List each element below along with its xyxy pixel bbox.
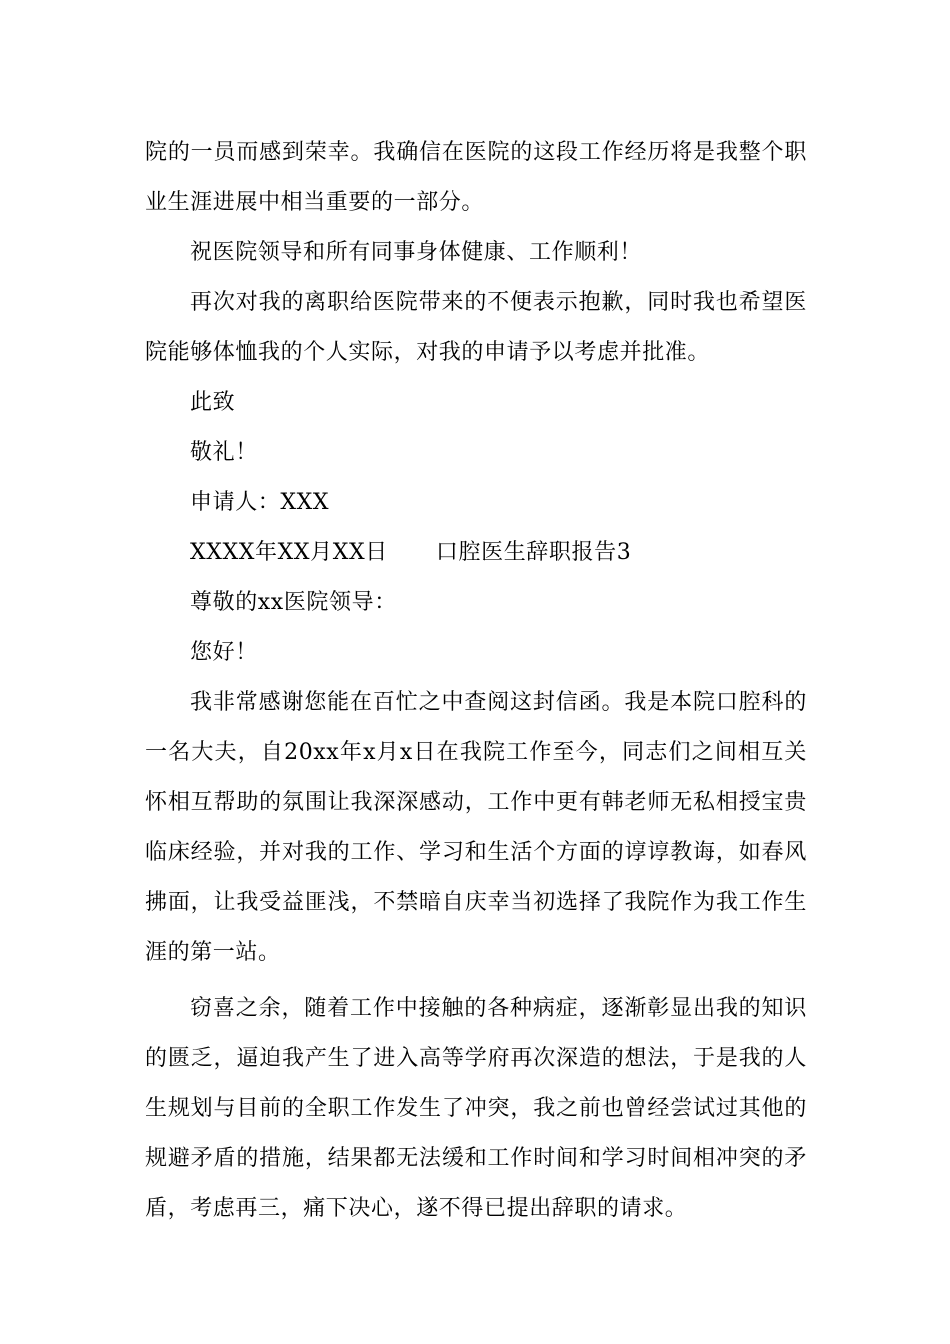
paragraph-gratitude: 我非常感谢您能在百忙之中查阅这封信函。我是本院口腔科的一名大夫，自20xx年x月x日在我院工作至今，同志们之间相互关怀相互帮助的氛围让我深深感动，工作中更有韩老师无私相授宝贵临床经验，并对我的工作、学习和生活个方面的谆谆教诲，如春风拂面，让我受益匪浅，不禁暗自庆幸当初选择了我院作为我工作生涯的第一站。 bbox=[145, 690, 807, 965]
closing-regards: 敬礼！ bbox=[190, 440, 258, 465]
applicant-signature: 申请人：XXX bbox=[190, 490, 330, 515]
date-and-next-title bbox=[145, 528, 807, 578]
report-title: 口腔医生辞职报告3 bbox=[435, 540, 632, 565]
paragraph-apology: 再次对我的离职给医院带来的不便表示抱歉，同时我也希望医院能够体恤我的个人实际，对我的申请予以考虑并批准。 bbox=[145, 290, 807, 365]
paragraph-wishes: 祝医院领导和所有同事身体健康、工作顺利！ bbox=[190, 240, 643, 265]
signature-date: XXXX年XX月XX日 bbox=[190, 540, 388, 565]
closing-salutation: 此致 bbox=[190, 390, 236, 415]
paragraph-reason: 窃喜之余，随着工作中接触的各种病症，逐渐彰显出我的知识的匮乏，逼迫我产生了进入高等学府再次深造的想法，于是我的人生规划与目前的全职工作发生了冲突，我之前也曾经尝试过其他的规避矛盾的措施，结果都无法缓和工作时间和学习时间相冲突的矛盾，考虑再三，痛下决心，遂不得已提出辞职的请求。 bbox=[145, 996, 807, 1221]
paragraph-continuation: 院的一员而感到荣幸。我确信在医院的这段工作经历将是我整个职业生涯进展中相当重要的一部分。 bbox=[145, 140, 807, 215]
document-body bbox=[145, 128, 807, 1234]
letter-greeting: 尊敬的xx医院领导： bbox=[190, 590, 397, 615]
letter-hello: 您好！ bbox=[190, 640, 258, 665]
